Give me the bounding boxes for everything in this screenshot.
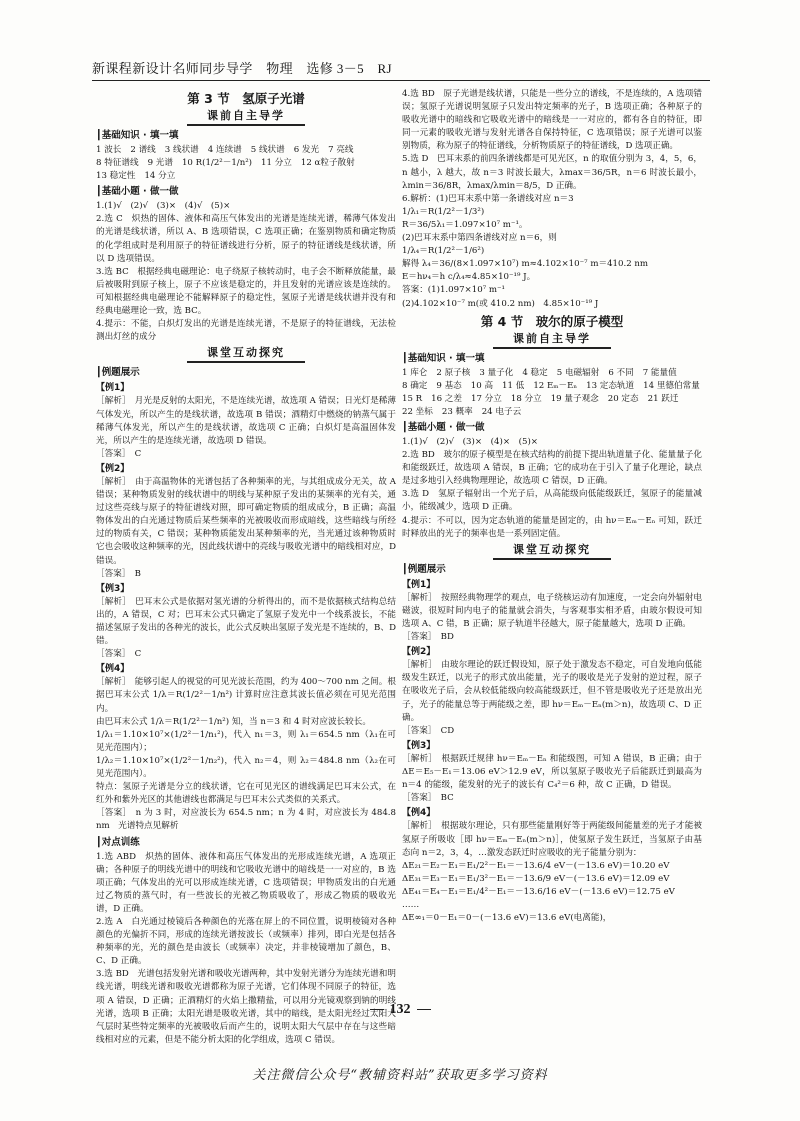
practice-answer: 1.选 ABD 炽热的固体、液体和高压气体发出的光形成连续光谱，A 选项正确；各种原子的明线光谱中的明线和它吸收光谱中的暗线是一一对应的，B 选项正确；气体发出的光可以形成连续光谱，C 选项错误；甲物质发出的白光通过乙物质的蒸气时，有一些波长的光被乙物质吸收了，形成乙物质的吸收光谱，D 正确。 xyxy=(96,851,396,914)
answer-paragraph: 1.(1)√ (2)√ (3)× (4)× (5)× xyxy=(402,436,538,447)
answer-paragraph: 3.选 BC 根据经典电磁理论：电子绕原子核转动时，电子会不断释放能量，最后被吸附到原子核上，原子不应该是稳定的，并且发射的光谱应该是连续的。可知根据经典电磁理论不能解释原子的稳定性，氢原子光谱是线状谱并没有和经典电磁理论一致，选 BC。 xyxy=(96,266,396,317)
page-number: 132 xyxy=(360,1002,440,1018)
example-tag: 【例1】 xyxy=(402,579,436,590)
fill-answer: 2 原子核 xyxy=(436,367,471,378)
practice-answer: 答案：(1)1.097×10⁷ m⁻¹ xyxy=(402,285,505,296)
example-answer: ［答案］ C xyxy=(96,448,142,459)
running-header: 新课程新设计名师同步导学 物理 选修 3－5 RJ xyxy=(92,61,392,76)
examples-heading: ┃例题展示 xyxy=(402,563,446,575)
section-title: 第 3 节 氢原子光谱 xyxy=(187,91,305,106)
fill-answer: 9 基态 xyxy=(436,380,462,391)
example-answer: ［答案］ B xyxy=(96,568,141,579)
fill-answer: 7 能量值 xyxy=(642,367,677,378)
section-title: 第 4 节 玻尔的原子模型 xyxy=(480,313,624,329)
formula-line: 1/λ₂＝1.10×10⁷×(1/2²－1/n₂²)，代入 n₂＝4，则 λ₂＝484.8 nm（λ₂在可见光范围内）。 xyxy=(96,755,396,780)
fill-answer: 3 线状谱 xyxy=(164,145,199,155)
formula-line: …… xyxy=(402,899,420,910)
formula-line: R＝36/5λ₁＝1.097×10⁷ m⁻¹。 xyxy=(402,219,528,230)
quick-questions-heading: ┃基础小题 · 做一做 xyxy=(96,186,179,198)
fill-answer: 18 分立 xyxy=(510,393,542,404)
fill-answer: 11 低 xyxy=(502,380,525,391)
footer-note: 关注微信公众号“教辅资料站”获取更多学习资料 xyxy=(252,1068,548,1083)
fill-answer: 17 分立 xyxy=(471,393,502,404)
fill-answer: 8 确定 xyxy=(402,380,428,391)
example-answer: ［答案］ C xyxy=(96,649,142,660)
formula-line: ΔE₂₁＝E₂－E₁＝E₁/2²－E₁＝－13.6/4 eV－(－13.6 eV)＝10.20 eV xyxy=(402,860,670,871)
fill-in-answers xyxy=(96,144,396,183)
right-column xyxy=(402,88,702,1000)
fill-answer: 14 里德伯常量 xyxy=(643,380,700,391)
example-analysis: 特点：氢原子光谱是分立的线状谱，它在可见光区的谱线满足巴耳末公式，在红外和紫外光区的其他谱线也都满足与巴耳末公式类似的关系式。 xyxy=(96,782,396,806)
fill-answer: 24 电子云 xyxy=(481,406,522,417)
example-tag: 【例2】 xyxy=(402,647,436,658)
formula-line: E＝hν₄＝h c/λ₄≈4.85×10⁻¹⁹ J。 xyxy=(402,272,536,283)
fill-answer: 12 Eₘ－Eₙ xyxy=(533,380,578,391)
answer-paragraph: 2.选 C 炽热的固体、液体和高压气体发出的光谱是连续光谱，稀薄气体发出的光谱是线状谱，所以 A、B 选项错误，C 选项正确；在鉴别物质和确定物质的化学组成时是利用原子的特征谱线进行分析，原子的特征谱线是线状谱，所以 D 选项错误。 xyxy=(96,214,396,264)
fill-answer: 5 线状谱 xyxy=(250,145,285,155)
fill-answer: 1 库仑 xyxy=(402,367,428,378)
examples-heading: ┃例题展示 xyxy=(96,367,140,379)
example-tag: 【例4】 xyxy=(402,808,436,819)
practice-heading: ┃对点训练 xyxy=(96,836,140,848)
answer-paragraph: 4.提示：不能，白炽灯发出的光谱是连续光谱，不是原子的特征谱线，无法检测出灯丝的成分 xyxy=(96,319,396,343)
basic-knowledge-heading: ┃基础知识 · 填一填 xyxy=(96,130,179,141)
example-analysis: ［解析］ 由于高温物体的光谱包括了各种频率的光，与其组成成分无关，故 A 错误；某种物质发射的线状谱中的明线与某种原子发出的某频率的光有关，通过这些亮线与原子的特征谱线对照，即可确定物质的组成成分，B 正确；高温物体发出的白光通过物质后某些频率的光被吸收而形成暗线，这些暗线与所经过的物质有关，C 错误；某种物质能发出某种频率的光，当光通过该种物质时它也会吸收这种频率的光，因此线状谱中的亮线与吸收光谱中的暗线相对应，D 错误。 xyxy=(96,476,396,566)
pre-class-banner: 课前自主导学 xyxy=(493,331,611,349)
fill-answer: 23 概率 xyxy=(441,406,473,417)
example-analysis: ［解析］ 根据跃迁规律 hν＝Eₘ－Eₙ 和能级图，可知 A 错误，B 正确；由于 ΔE＝E₅－E₁＝13.06 eV＞12.9 eV，所以氢原子吸收光子后能跃迁到最高为 n＝4 的能级，能发射的光子的波长有 C₄²＝6 种，故 C 正确，D 错误。 xyxy=(402,753,702,791)
practice-answer: 5.选 D 巴耳末系的前四条谱线都是可见光区，n 的取值分别为 3，4，5，6，n 越小，λ 越大，故 n＝3 时波长最大，λmax＝36/5R，n＝6 时波长最小，λmin＝36/8R，λmax/λmin＝8/5，D 正确。 xyxy=(402,154,702,191)
fill-answer: 13 稳定性 xyxy=(96,171,136,182)
answer-paragraph: 1.(1)√ (2)√ (3)× (4)√ (5)× xyxy=(96,201,231,212)
basic-knowledge-heading: ┃基础知识 · 填一填 xyxy=(402,352,485,364)
answer-paragraph: 3.选 D 氢原子辐射出一个光子后，从高能级向低能级跃迁，氢原子的能量减小，能级减少，选项 D 正确。 xyxy=(402,489,702,513)
formula-line: ΔE₃₁＝E₃－E₁＝E₁/3²－E₁＝－13.6/9 eV－(－13.6 eV)＝12.09 eV xyxy=(402,873,670,884)
formula-line: ΔE∞₁＝0－E₁＝0－(－13.6 eV)＝13.6 eV(电离能)， xyxy=(402,913,612,924)
example-analysis: ［解析］ 巴耳末公式是依据对氢光谱的分析得出的，而不是依据核式结构总结出的，A 错误，C 对；巴耳末公式只确定了氢原子发光中一个线系波长，不能描述氢原子发出的各种光的波长，此公式反映出氢原子发光是不连续的，B、D 错。 xyxy=(96,596,396,647)
fill-answer: 12 α粒子散射 xyxy=(300,158,355,169)
fill-answer: 10 R(1/2²－1/n²) xyxy=(181,158,253,169)
fill-answer: 3 量子化 xyxy=(479,367,514,378)
fill-answer: 22 坐标 xyxy=(402,406,433,417)
fill-answer: 10 高 xyxy=(470,380,494,391)
fill-answer: 5 电磁辐射 xyxy=(556,367,600,378)
example-tag: 【例4】 xyxy=(96,664,130,675)
header-rule xyxy=(92,80,710,81)
example-answer: ［答案］ BC xyxy=(402,793,454,804)
formula-line: 1/λ₄＝R(1/2²－1/6²) xyxy=(402,246,485,257)
fill-answer: 11 分立 xyxy=(261,158,292,169)
practice-answer: 6.解析：(1)巴耳末系中第一条谱线对应 n＝3 xyxy=(402,193,574,204)
fill-in-answers xyxy=(402,367,702,419)
fill-answer: 6 不同 xyxy=(608,367,634,378)
formula-line: 1/λ₁＝1.10×10⁷×(1/2²－1/n₁²)，代入 n₁＝3，则 λ₁＝654.5 nm（λ₁在可见光范围内）； xyxy=(96,729,396,753)
in-class-banner: 课堂互动探究 xyxy=(187,345,305,363)
fill-answer: 7 亮线 xyxy=(328,145,354,155)
fill-answer: 6 发光 xyxy=(293,145,320,155)
formula-line: 解得 λ₄＝36/(8×1.097×10⁷) m≈4.102×10⁻⁷ m＝410.2 nm xyxy=(402,259,649,270)
fill-answer: 9 光谱 xyxy=(147,158,173,169)
example-analysis: ［解析］ 能够引起人的视觉的可见光波长范围，约为 400～700 nm 之间。根据巴耳末公式 1/λ＝R(1/2²－1/n²) 计算时应注意其波长值必须在可见光范围内。 xyxy=(96,677,396,714)
example-analysis: ［解析］ 月光是反射的太阳光，不是连续光谱，故选项 A 错误；日光灯是稀薄气体发光，所以产生的是线状谱，故选项 B 错误；酒精灯中燃烧的钠蒸气属于稀薄气体发光，所以产生的是线状谱，故选项 C 正确；白炽灯是高温固体发光，所以产生的是连续光谱，故选项 D 错误。 xyxy=(96,396,396,446)
in-class-banner: 课堂互动探究 xyxy=(493,542,611,560)
example-tag: 【例3】 xyxy=(402,740,436,751)
left-column xyxy=(96,88,396,1045)
fill-answer: 8 特征谱线 xyxy=(96,158,139,169)
practice-answer: 4.选 BD 原子光谱是线状谱，只能是一些分立的谱线，不是连续的，A 选项错误；氢原子光谱说明氢原子只发出特定频率的光子，B 选项正确；各种原子的吸收光谱中的暗线和它吸收光谱中的暗线是一一对应的，都有各自的特征，即同一元素的吸收光谱与发射光谱各自保持特征，C 选项错误；原子光谱可以鉴别物质，称为原子的特征谱线，分析物质原子的特征谱线，D 选项正确。 xyxy=(402,89,702,152)
example-analysis: ［解析］ 由玻尔理论的跃迁假设知，原子处于激发态不稳定，可自发地向低能级发生跃迁，以光子的形式放出能量，光子的吸收是光子发射的逆过程，原子在吸收光子后，会从较低能级向较高能级跃迁，但不管是吸收光子还是放出光子，光子的能量总等于两能级之差，即 hν＝Eₘ－Eₙ(m＞n)，故选项 C、D 正确。 xyxy=(402,660,702,723)
practice-answer: 3.选 BD 光谱包括发射光谱和吸收光谱两种，其中发射光谱分为连续光谱和明线光谱，明线光谱和吸收光谱都称为原子光谱，它们体现不同原子的特征，选项 A 错误，D 正确；正酒精灯的火焰上撒精盐，可以用分光镜观察到钠的明线光谱，选项 B 正确；太阳光谱是吸收光谱，其中的暗线，是太阳光经过太阳大气层时某些特定频率的光被吸收后而产生的，说明太阳大气层中存在与这些暗线相对应的元素，但是不能分析太阳的化学组成，选项 C 错误。 xyxy=(96,969,396,1045)
practice-answer: (2)4.102×10⁻⁷ m(或 410.2 nm) 4.85×10⁻¹⁹ J xyxy=(402,298,599,309)
fill-answer: 16 之差 xyxy=(431,393,462,404)
fill-answer: 4 稳定 xyxy=(522,367,548,378)
example-answer: ［答案］ BD xyxy=(402,632,454,643)
formula-line: 1/λ₁＝R(1/2²－1/3²) xyxy=(402,206,485,217)
fill-answer: 19 量子观念 xyxy=(550,393,599,404)
fill-answer: 1 波长 xyxy=(96,145,122,155)
answer-paragraph: 4.提示：不可以，因为定态轨道的能量是固定的，由 hν＝Eₘ－Eₙ 可知，跃迁时释放出的光子的频率也是一系列固定值。 xyxy=(402,515,702,539)
fill-answer: 14 分立 xyxy=(144,171,176,182)
example-answer: ［答案］ n 为 3 时，对应波长为 654.5 nm；n 为 4 时，对应波长为 484.8 nm 光谱特点见解析 xyxy=(96,808,396,832)
answer-paragraph: 2.选 BD 玻尔的原子模型是在核式结构的前提下提出轨道量子化、能量量子化和能级跃迁，故选项 A 错误，B 正确；它的成功在于引入了量子化理论，缺点是过多地引入经典物理理论，故选项 C 错误，D 正确。 xyxy=(402,450,702,487)
fill-answer: 4 连续谱 xyxy=(207,145,242,155)
pre-class-banner: 课前自主导学 xyxy=(187,108,305,126)
formula-line: ΔE₄₁＝E₄－E₁＝E₁/4²－E₁＝－13.6/16 eV－(－13.6 eV)＝12.75 eV xyxy=(402,886,675,897)
quick-questions-heading: ┃基础小题 · 做一做 xyxy=(402,421,485,433)
example-answer: ［答案］ CD xyxy=(402,725,455,736)
example-tag: 【例2】 xyxy=(96,463,130,474)
example-analysis: ［解析］ 根据玻尔理论，只有那些能量刚好等于两能级间能量差的光子才能被氢原子所吸收［即 hν＝Eₘ－Eₙ(m＞n)］，使氢原子发生跃迁，当氢原子由基态向 n＝2，3，4，…激发态跃迁时应吸收的光子能量分别为： xyxy=(402,821,702,858)
fill-answer: 21 跃迁 xyxy=(647,393,679,404)
practice-answer: (2)巴耳末系中第四条谱线对应 n＝6，则 xyxy=(402,233,557,244)
example-analysis: 由巴耳末公式 1/λ＝R(1/2²－1/n²) 知，当 n＝3 和 4 时对应波长较长。 xyxy=(96,716,371,727)
fill-answer: 20 定态 xyxy=(607,393,639,404)
example-analysis: ［解析］ 按照经典物理学的观点，电子绕核运动有加速度，一定会向外辐射电磁波，很短时间内电子的能量就会消失，与客观事实相矛盾，由玻尔假设可知选项 A、C 错，B 正确；原子轨道半径越大，原子能量越大，选项 D 正确。 xyxy=(402,592,702,629)
fill-answer: 13 定态轨道 xyxy=(586,380,635,391)
practice-answer: 2.选 A 白光通过棱镜后各种颜色的光落在屏上的不同位置，说明棱镜对各种颜色的光偏折不同，形成的连续光谱按波长（或频率）排列，即白光是包括各种频率的光，光的颜色是由波长（或频率）决定，并非棱镜增加了颜色，B、C、D 正确。 xyxy=(96,916,396,967)
example-tag: 【例3】 xyxy=(96,583,130,594)
fill-answer: 15 R xyxy=(402,393,423,404)
example-tag: 【例1】 xyxy=(96,383,130,394)
fill-answer: 2 谱线 xyxy=(130,145,156,155)
